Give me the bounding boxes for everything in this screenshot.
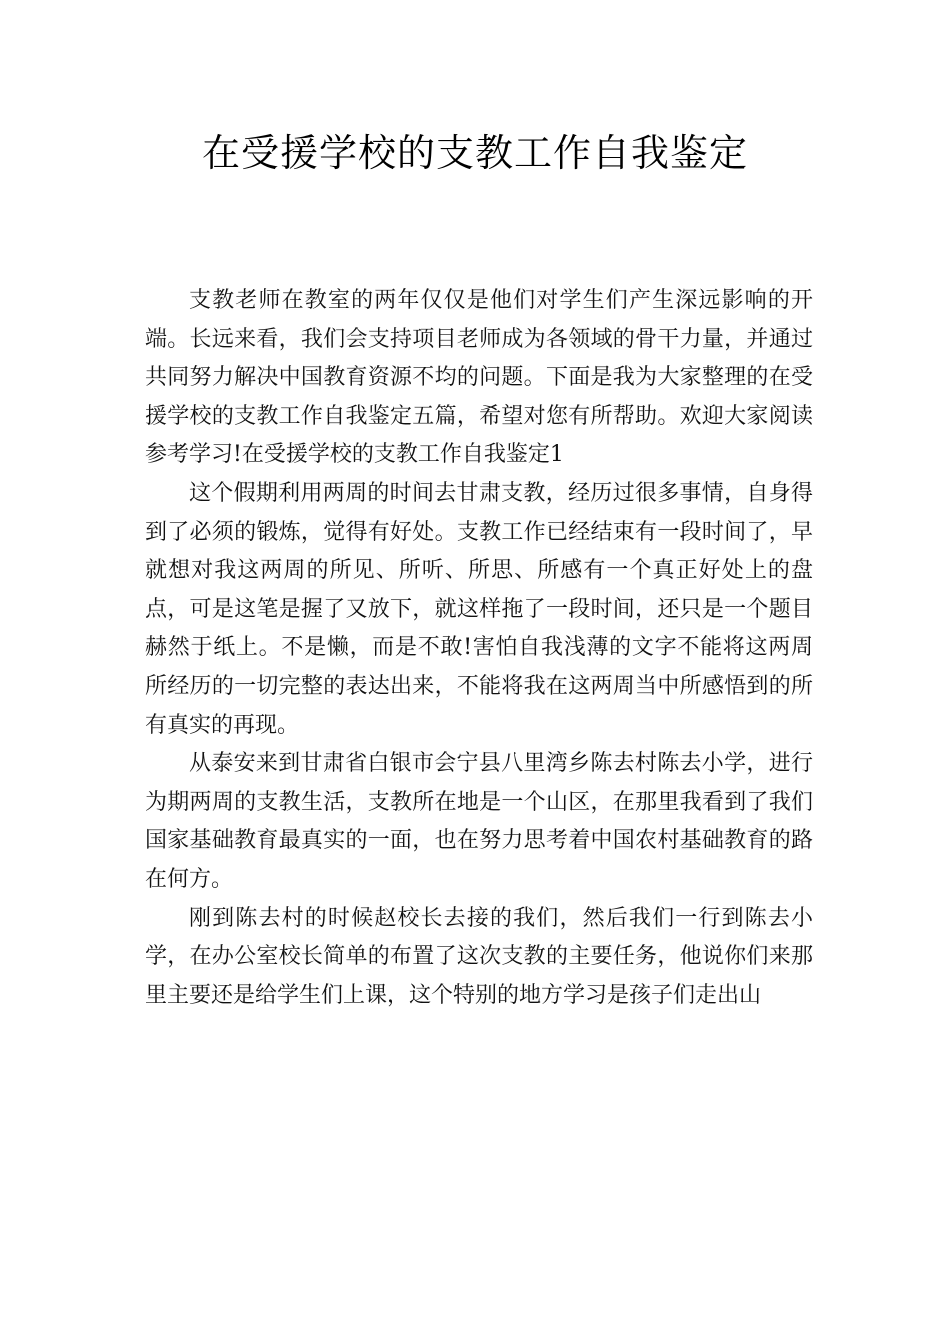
paragraph: 支教老师在教室的两年仅仅是他们对学生们产生深远影响的开端。长远来看，我们会支持项目老师成为各领域的骨干力量，并通过共同努力解决中国教育资源不均的问题。下面是我为大家整理的在受援学校的支教工作自我鉴定五篇，希望对您有所帮助。欢迎大家阅读参考学习!在受援学校的支教工作自我鉴定1 xyxy=(145,288,813,468)
paragraph: 这个假期利用两周的时间去甘肃支教，经历过很多事情，自身得到了必须的锻炼，觉得有好处。支教工作已经结束有一段时间了，早就想对我这两周的所见、所听、所思、所感有一个真正好处上的盘点，可是这笔是握了又放下，就这样拖了一段时间，还只是一个题目赫然于纸上。不是懒，而是不敢!害怕自我浅薄的文字不能将这两周所经历的一切完整的表达出来，不能将我在这两周当中所感悟到的所有真实的再现。 xyxy=(145,480,813,738)
paragraph: 刚到陈去村的时候赵校长去接的我们，然后我们一行到陈去小学，在办公室校长简单的布置了这次支教的主要任务，他说你们来那里主要还是给学生们上课，这个特别的地方学习是孩子们走出山 xyxy=(145,905,813,1008)
paragraph: 从泰安来到甘肃省白银市会宁县八里湾乡陈去村陈去小学，进行为期两周的支教生活，支教所在地是一个山区，在那里我看到了我们国家基础教育最真实的一面，也在努力思考着中国农村基础教育的路在何方。 xyxy=(145,751,813,892)
document-title: 在受援学校的支教工作自我鉴定 xyxy=(201,131,748,175)
document-body xyxy=(145,282,813,1015)
